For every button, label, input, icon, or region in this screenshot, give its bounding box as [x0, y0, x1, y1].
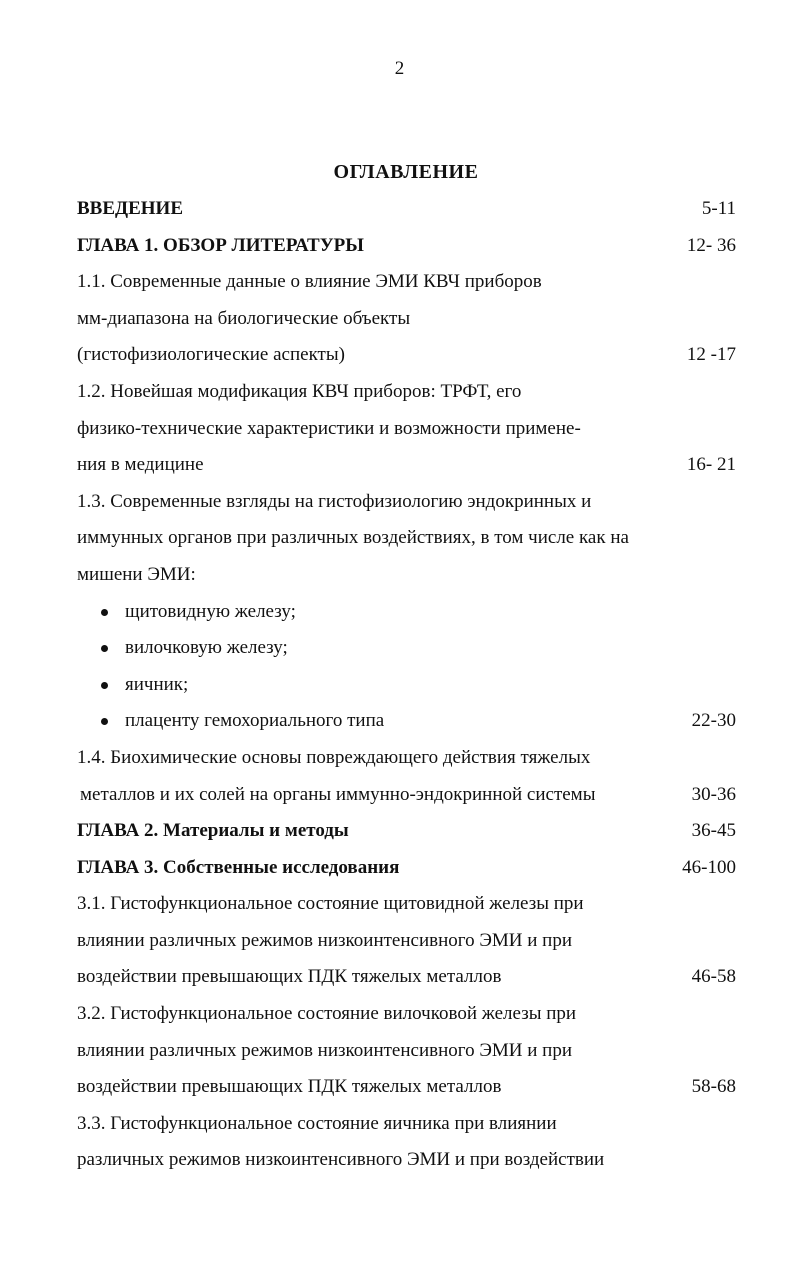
toc-entry-text: 1.4. Биохимические основы повреждающего действия тяжелых [77, 746, 591, 768]
toc-entry-text: (гистофизиологические аспекты) [77, 344, 345, 366]
toc-entry-pages: 22-30 [691, 710, 736, 732]
toc-entry-text: ГЛАВА 1. ОБЗОР ЛИТЕРАТУРЫ [77, 234, 364, 256]
toc-entry-pages: 12 -17 [686, 344, 736, 366]
page-number: 2 [394, 58, 405, 79]
toc-entry [77, 337, 745, 374]
toc-entry-text: 3.1. Гистофункциональное состояние щитовидной железы при [77, 893, 584, 915]
toc-entry [77, 484, 745, 521]
toc-entry-text: физико-технические характеристики и возможности примене- [77, 417, 581, 439]
toc-entry [77, 264, 745, 301]
toc-entry-text: плаценту гемохориального типа [125, 710, 385, 732]
toc-entry [77, 520, 745, 557]
toc-entry [77, 447, 745, 484]
toc-entry-text: 1.2. Новейшая модификация КВЧ приборов: ТРФТ, его [77, 380, 522, 402]
toc-entry-text: воздействии превышающих ПДК тяжелых металлов [77, 966, 502, 988]
toc-entry-text: яичник; [125, 673, 189, 695]
toc-entry [77, 813, 745, 850]
toc-entry-text: мишени ЭМИ: [77, 563, 196, 585]
toc-entry-text: 1.1. Современные данные о влияние ЭМИ КВЧ приборов [77, 271, 542, 293]
toc-entry [77, 374, 745, 411]
toc-entry [77, 1142, 745, 1179]
toc-entry [77, 557, 745, 594]
toc-bullet-item [77, 630, 745, 667]
toc-bullet-item [77, 594, 745, 631]
toc-entry-text: ния в медицине [77, 454, 204, 476]
toc-entry-text: ВВЕДЕНИЕ [77, 198, 183, 219]
toc-entry [77, 850, 745, 887]
toc-entry-pages: 16- 21 [686, 454, 736, 476]
toc-entry [77, 1106, 745, 1143]
toc-entry [77, 1069, 745, 1106]
toc-entry-text: влиянии различных режимов низкоинтенсивного ЭМИ и при [77, 1039, 572, 1061]
toc-entry [77, 411, 745, 448]
toc-entry-pages: 46-58 [691, 966, 736, 988]
toc-entry-text: мм-диапазона на биологические объекты [77, 307, 411, 329]
toc-entry-pages: 46-100 [682, 856, 736, 878]
toc-entry-text: влиянии различных режимов низкоинтенсивного ЭМИ и при [77, 929, 572, 951]
toc-entry-pages: 5-11 [701, 198, 736, 219]
toc-entry-text: ГЛАВА 2. Материалы и методы [77, 820, 349, 842]
toc-entry-text: щитовидную железу; [125, 600, 296, 622]
table-of-contents [77, 191, 745, 1179]
toc-entry-text: 3.3. Гистофункциональное состояние яичника при влиянии [77, 1112, 557, 1134]
bullet-icon [101, 609, 108, 616]
toc-bullet-item [77, 667, 745, 704]
toc-entry [77, 740, 745, 777]
bullet-icon [101, 682, 108, 689]
toc-entry-pages: 58-68 [691, 1076, 736, 1098]
toc-entry [77, 959, 745, 996]
toc-entry-text: иммунных органов при различных воздействиях, в том числе как на [77, 527, 629, 549]
toc-title: ОГЛАВЛЕНИЕ [333, 161, 479, 183]
toc-entry-text: воздействии превышающих ПДК тяжелых металлов [77, 1076, 502, 1098]
bullet-icon [101, 645, 108, 652]
toc-entry-pages: 30-36 [691, 783, 736, 805]
toc-entry-text: металлов и их солей на органы иммунно-эндокринной системы [80, 783, 596, 805]
toc-bullet-item [77, 703, 745, 740]
toc-entry [77, 886, 745, 923]
toc-entry-text: 1.3. Современные взгляды на гистофизиологию эндокринных и [77, 490, 592, 512]
toc-entry-text: 3.2. Гистофункциональное состояние вилочковой железы при [77, 1003, 577, 1025]
toc-entry [77, 996, 745, 1033]
toc-entry [77, 1033, 745, 1070]
toc-entry [77, 191, 745, 228]
toc-entry [77, 301, 745, 338]
toc-entry-pages: 12- 36 [686, 234, 736, 256]
toc-entry [77, 923, 745, 960]
toc-entry-text: ГЛАВА 3. Собственные исследования [77, 856, 400, 878]
toc-entry-text: вилочковую железу; [125, 637, 288, 659]
toc-entry-pages: 36-45 [691, 820, 736, 842]
toc-entry-text: различных режимов низкоинтенсивного ЭМИ и при воздействии [77, 1149, 605, 1171]
toc-entry [77, 228, 745, 265]
bullet-icon [101, 718, 108, 725]
toc-entry [77, 777, 745, 814]
